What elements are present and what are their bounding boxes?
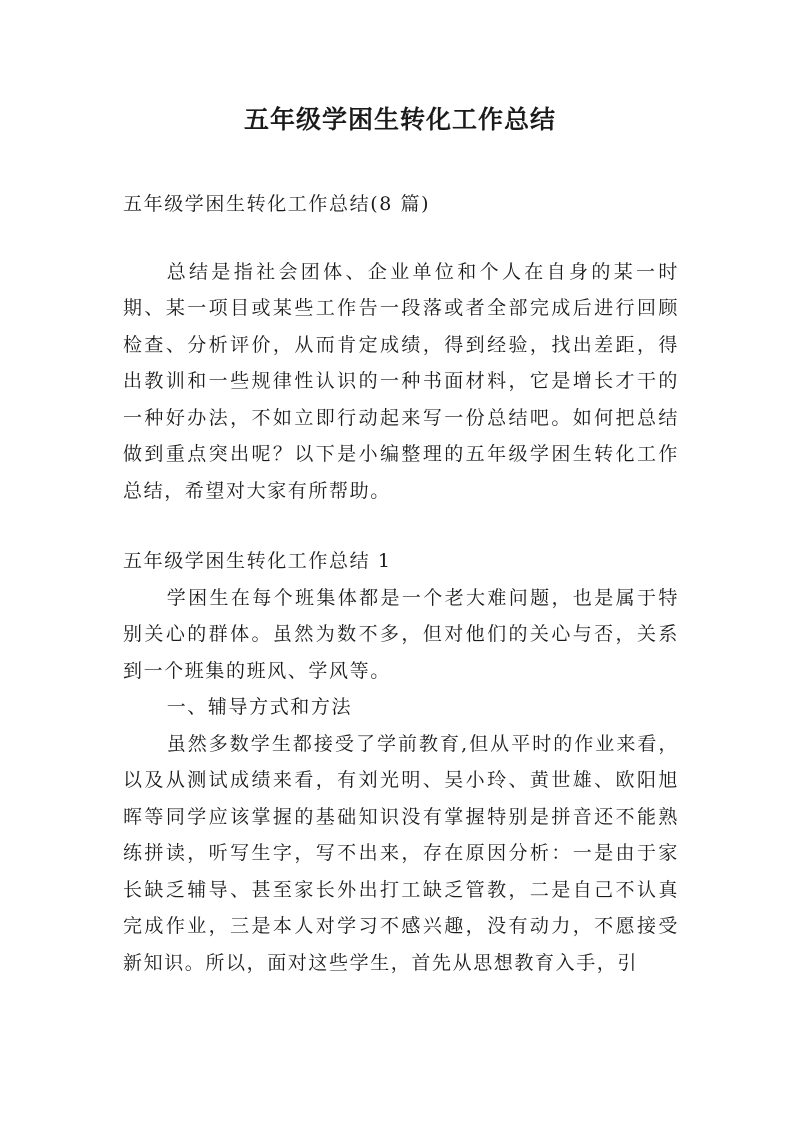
document-body: [123, 186, 679, 981]
intro-paragraph: 总结是指社会团体、企业单位和个人在自身的某一时期、某一项目或某些工作告一段落或者全部完成后进行回顾检查、分析评价，从而肯定成绩，得到经验，找出差距，得出教训和一些规律性认识的一种书面材料，它是增长才干的一种好办法，不如立即行动起来写一份总结吧。如何把总结做到重点突出呢？以下是小编整理的五年级学困生转化工作总结，希望对大家有所帮助。: [123, 260, 679, 502]
body-paragraph: 学困生在每个班集体都是一个老大难问题，也是属于特别关心的群体。虽然为数不多，但对他们的关心与否，关系到一个班集的班风、学风等。: [123, 586, 679, 682]
section-heading: 五年级学困生转化工作总结 1: [123, 550, 392, 572]
document-subtitle: 五年级学困生转化工作总结(8 篇): [123, 193, 431, 215]
section-subheading: 一、辅导方式和方法: [166, 696, 353, 718]
document-title: 五年级学困生转化工作总结: [243, 105, 556, 134]
body-paragraph: 虽然多数学生都接受了学前教育,但从平时的作业来看，以及从测试成绩来看，有刘光明、吴小玲、黄世雄、欧阳旭晖等同学应该掌握的基础知识没有掌握特别是拼音还不能熟练拼读，听写生字，写不出来，存在原因分析：一是由于家长缺乏辅导、甚至家长外出打工缺乏管教，二是自己不认真完成作业，三是本人对学习不感兴趣，没有动力，不愿接受新知识。所以，面对这些学生，首先从思想教育入手，引: [123, 732, 679, 974]
